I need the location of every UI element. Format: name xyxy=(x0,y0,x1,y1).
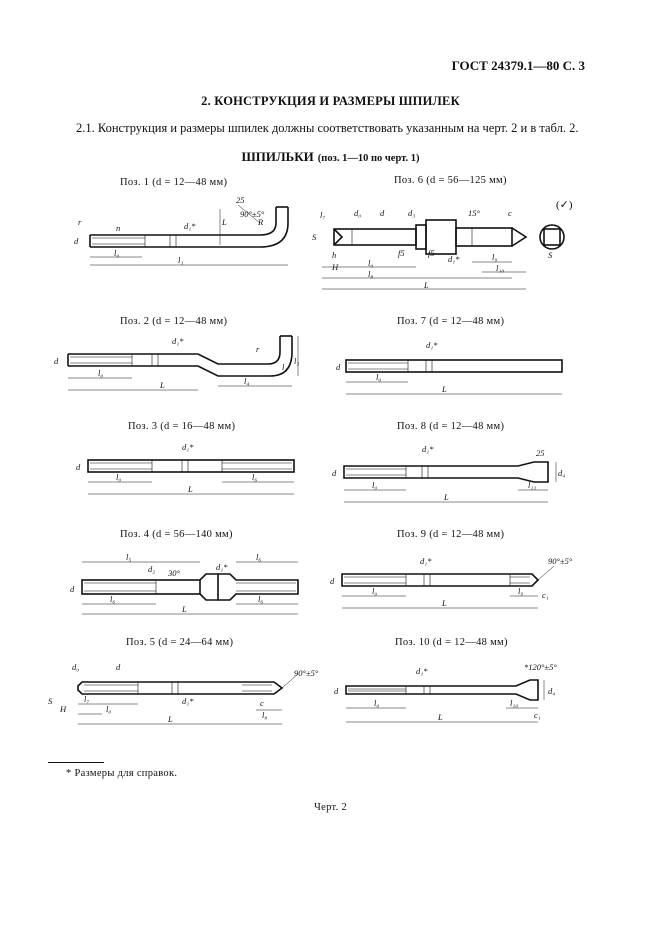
label-angle: 90°±5° xyxy=(294,668,319,678)
label-d1: d₁* xyxy=(422,444,434,454)
figure-pos-4 xyxy=(66,548,306,618)
label-d0: d₀ xyxy=(354,208,362,218)
label-d1: d₁* xyxy=(420,556,432,566)
label-angle: 90°±5° xyxy=(548,556,573,566)
figure-pos-10 xyxy=(330,660,590,730)
label-l0: l₀ xyxy=(368,258,374,268)
label-H: H xyxy=(332,262,339,272)
label-L: L xyxy=(188,484,193,494)
stud-body xyxy=(78,682,282,694)
stud-body xyxy=(334,220,564,254)
label-l0: l₀ xyxy=(98,368,104,378)
stud-body xyxy=(344,462,548,482)
figure-pos-3 xyxy=(72,438,312,498)
label-d4: d₄ xyxy=(548,686,556,696)
label-S-right: S xyxy=(548,250,553,260)
caption-pos-3: Поз. 3 (d = 16—48 мм) xyxy=(128,421,236,432)
label-r: r xyxy=(78,217,82,227)
label-25: 25 xyxy=(536,448,545,458)
label-R: R xyxy=(258,217,264,227)
label-d: d xyxy=(116,662,121,672)
label-L: L xyxy=(182,604,187,614)
figure-pos-2 xyxy=(48,330,308,400)
caption-pos-10: Поз. 10 (d = 12—48 мм) xyxy=(395,637,508,648)
label-l4: l₄ xyxy=(244,376,250,386)
label-d: d xyxy=(334,686,339,696)
finish-mark: (✓) xyxy=(556,199,573,211)
label-d2: d₂ xyxy=(148,564,156,574)
figure-pos-1 xyxy=(70,195,300,267)
label-25: 25 xyxy=(236,195,245,205)
label-d: d xyxy=(76,462,81,472)
subtitle-main: ШПИЛЬКИ xyxy=(241,149,314,164)
subtitle-note: (поз. 1—10 по черт. 1) xyxy=(317,153,420,164)
label-l9: l₉ xyxy=(518,586,524,596)
footnote: * Размеры для справок. xyxy=(66,768,178,779)
label-l6: l₆ xyxy=(252,472,258,482)
label-l3: l₃ xyxy=(294,356,300,366)
label-l11: l₁₁ xyxy=(528,480,537,490)
label-l0: l₀ xyxy=(376,372,382,382)
label-d0: d₀ xyxy=(72,662,80,672)
label-c1: c₁ xyxy=(534,710,541,720)
label-H: H xyxy=(60,704,67,714)
label-L: L xyxy=(442,384,447,394)
label-d: d xyxy=(336,362,341,372)
label-d1: d₁* xyxy=(216,562,228,572)
label-L: L xyxy=(222,217,227,227)
label-l10: l₁₀ xyxy=(496,263,505,273)
label-d: d xyxy=(332,468,337,478)
label-c: c xyxy=(260,698,264,708)
label-c: c xyxy=(508,208,512,218)
label-l7: l₇ xyxy=(320,210,326,220)
label-l9: l₉ xyxy=(492,252,498,262)
label-l8: l₈ xyxy=(262,710,268,720)
label-l0: l₀ xyxy=(372,586,378,596)
label-L: L xyxy=(424,280,429,290)
label-angle: 90°±5° xyxy=(240,209,265,219)
stud-body xyxy=(346,680,538,700)
label-d1: d₁* xyxy=(182,696,194,706)
label-l1: l₁ xyxy=(178,255,184,265)
label-l7: l₇ xyxy=(84,694,90,704)
label-n: n xyxy=(116,223,121,233)
label-L: L xyxy=(168,714,173,724)
label-15deg: 15° xyxy=(468,208,480,218)
drawing-caption: Черт. 2 xyxy=(314,802,347,813)
figure-pos-8 xyxy=(322,440,582,506)
caption-pos-8: Поз. 8 (d = 12—48 мм) xyxy=(397,421,505,432)
label-d4: d₄ xyxy=(558,468,566,478)
label-l6-right: l₆ xyxy=(258,594,264,604)
label-L: L xyxy=(160,380,165,390)
label-l0: l₀ xyxy=(114,248,120,258)
page-header-code: ГОСТ 24379.1—80 С. 3 xyxy=(451,58,585,73)
label-L: L xyxy=(438,712,443,722)
caption-pos-4: Поз. 4 (d = 56—140 мм) xyxy=(120,529,233,540)
label-d1: d₁* xyxy=(416,666,428,676)
label-l0: l₀ xyxy=(372,480,378,490)
caption-pos-7: Поз. 7 (d = 12—48 мм) xyxy=(397,316,505,327)
label-d: d xyxy=(70,584,75,594)
figure-pos-7 xyxy=(330,336,580,398)
label-d: d xyxy=(54,356,59,366)
label-d1: d₁* xyxy=(172,336,184,346)
label-l0: l₀ xyxy=(116,472,122,482)
label-l8: l₈ xyxy=(368,269,374,279)
label-f5-a: f5 xyxy=(398,248,405,258)
stud-body xyxy=(88,460,294,472)
caption-pos-5: Поз. 5 (d = 24—64 мм) xyxy=(126,637,234,648)
caption-pos-6: Поз. 6 (d = 56—125 мм) xyxy=(394,175,507,186)
label-d: d xyxy=(74,236,79,246)
label-d: d xyxy=(330,576,335,586)
section-title: 2. КОНСТРУКЦИЯ И РАЗМЕРЫ ШПИЛЕК xyxy=(201,94,460,108)
label-L: L xyxy=(444,492,449,502)
label-30deg: 30° xyxy=(168,568,180,578)
figure-pos-6 xyxy=(312,192,592,294)
figure-pos-9 xyxy=(324,552,594,614)
label-l0: l₀ xyxy=(106,704,112,714)
label-d1: d₁* xyxy=(184,221,196,231)
stud-body xyxy=(346,360,562,372)
label-angle: *120°±5° xyxy=(524,662,557,672)
label-c1: c₁ xyxy=(542,590,549,600)
label-d1: d₁* xyxy=(182,442,194,452)
label-d3: d₃ xyxy=(408,208,416,218)
label-l2: l₂ xyxy=(282,362,288,372)
label-d1: d₁* xyxy=(448,254,460,264)
label-r: r xyxy=(256,344,260,354)
label-h: h xyxy=(332,250,337,260)
label-l5: l₅ xyxy=(126,552,132,562)
caption-pos-2: Поз. 2 (d = 12—48 мм) xyxy=(120,316,228,327)
label-L: L xyxy=(442,598,447,608)
label-S: S xyxy=(48,696,53,706)
label-d: d xyxy=(380,208,385,218)
stud-body xyxy=(342,574,538,586)
label-S-left: S xyxy=(312,232,317,242)
label-l0: l₀ xyxy=(374,698,380,708)
caption-pos-1: Поз. 1 (d = 12—48 мм) xyxy=(120,177,228,188)
drawing-subtitle xyxy=(0,148,661,166)
caption-pos-9: Поз. 9 (d = 12—48 мм) xyxy=(397,529,505,540)
label-f5-b: f5 xyxy=(428,248,435,258)
figure-pos-5 xyxy=(42,660,319,730)
label-l10: l₁₀ xyxy=(510,698,519,708)
footnote-rule xyxy=(48,762,104,763)
paragraph-2-1: 2.1. Конструкция и размеры шпилек должны соответствовать указанным на черт. 2 и в табл. 2. xyxy=(76,121,579,135)
label-l6-top: l₆ xyxy=(256,552,262,562)
label-d1: d₁* xyxy=(426,340,438,350)
label-l6-left: l₆ xyxy=(110,594,116,604)
